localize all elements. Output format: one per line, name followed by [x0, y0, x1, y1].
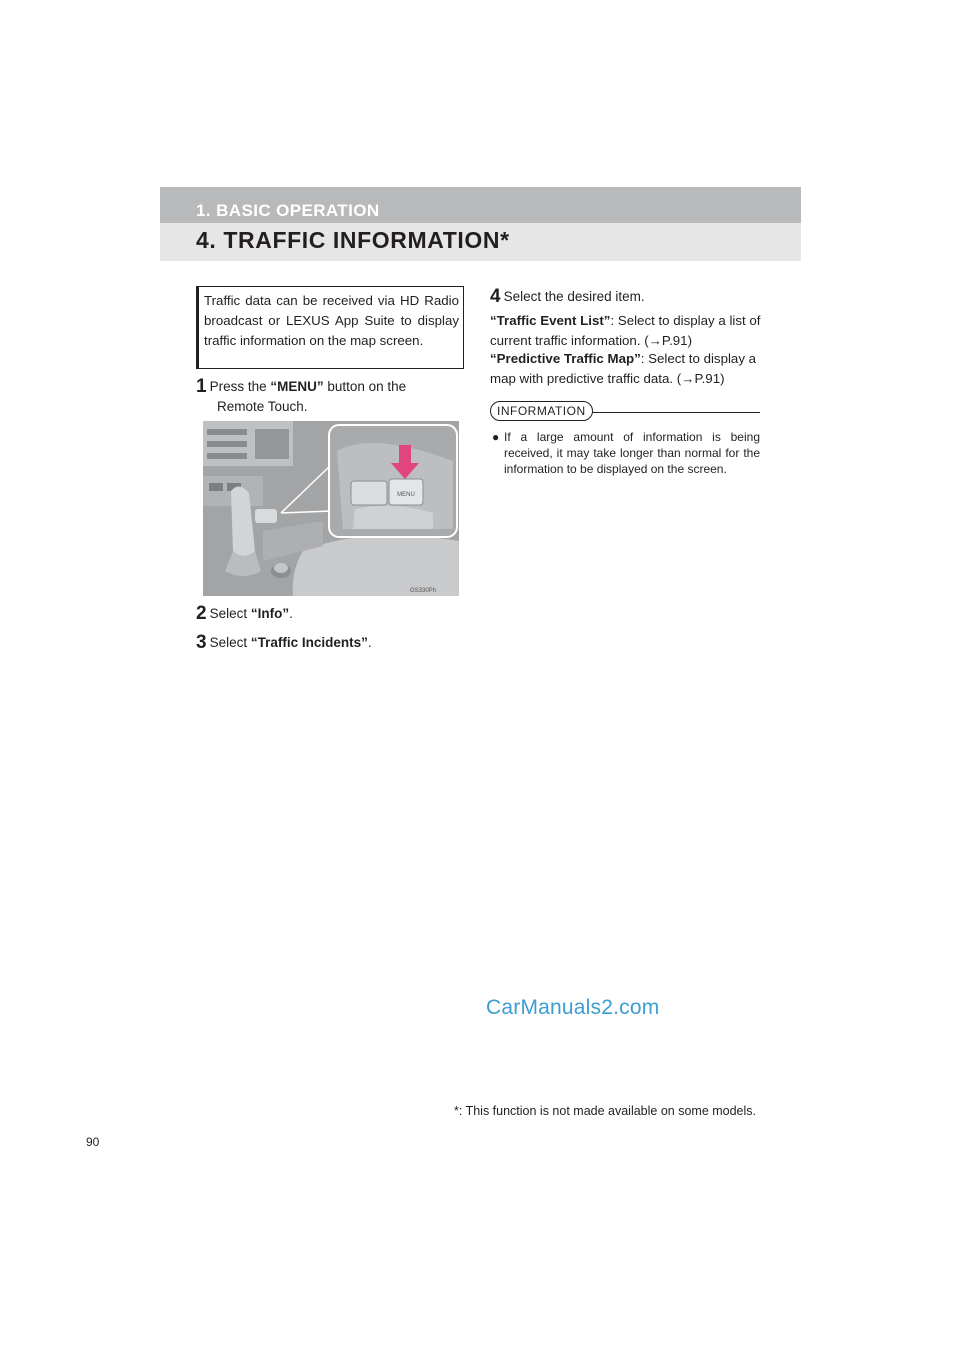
information-text: If a large amount of information is being received, it may take longer than normal for the information to be displayed on the screen. [504, 430, 760, 476]
step-keyword: “Info” [250, 606, 290, 621]
menu-key-label: MENU [397, 492, 415, 498]
item-traffic-event-list [490, 311, 762, 351]
item-label: “Traffic Event List” [490, 313, 611, 328]
step-text: . [367, 635, 372, 650]
step-text: Select [209, 635, 251, 650]
information-rule [586, 412, 760, 413]
step-text: Press the [209, 379, 271, 394]
step-text: button on the [323, 379, 407, 394]
remote-touch-illustration [203, 421, 459, 596]
step-number: 4 [490, 286, 501, 307]
step-text: Select [209, 606, 251, 621]
watermark-link[interactable]: CarManuals2.com [486, 996, 660, 1019]
step-keyword: “MENU” [270, 379, 324, 394]
item-text: : Select to display a list of current traffic information. (→P.91) [490, 313, 761, 348]
page-number: 90 [86, 1135, 100, 1149]
item-text: : Select to display a map with predictive traffic data. (→P.91) [490, 351, 757, 386]
footnote: *: This function is not made available on some models. [454, 1104, 757, 1118]
section-title: 1. BASIC OPERATION [196, 201, 380, 220]
step-text: Select the desired item. [503, 289, 645, 304]
step-number: 1 [196, 376, 207, 397]
step-number: 3 [196, 632, 207, 653]
step-keyword: “Traffic Incidents” [250, 635, 368, 650]
item-label: “Predictive Traffic Map” [490, 351, 641, 366]
information-box [490, 401, 760, 509]
figure-code: GS330Ph [410, 588, 437, 594]
step-2 [196, 604, 293, 624]
step-3 [196, 633, 372, 653]
bullet-icon: ● [492, 430, 500, 444]
step-text: . [289, 606, 293, 621]
step-number: 2 [196, 603, 207, 624]
chapter-title: 4. TRAFFIC INFORMATION* [196, 227, 510, 253]
console-drawing [203, 421, 459, 596]
intro-box: Traffic data can be received via HD Radio broadcast or LEXUS App Suite to display traffic information on the map screen. [196, 286, 464, 369]
step-1 [196, 377, 466, 417]
item-predictive-traffic-map [490, 349, 762, 389]
information-title: INFORMATION [490, 401, 593, 421]
step-continuation: Remote Touch. [217, 399, 308, 414]
step-4 [490, 287, 645, 307]
